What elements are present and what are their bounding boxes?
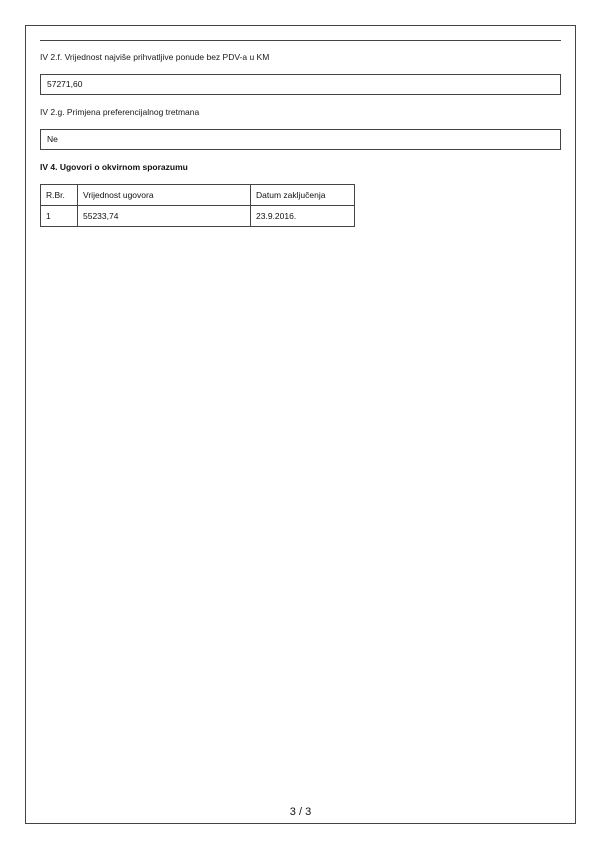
field-value-max-offer-value: 57271,60	[40, 74, 561, 95]
page-number: 3 / 3	[289, 806, 312, 818]
framework-contracts-table	[40, 184, 355, 227]
section-heading-framework-contracts: IV 4. Ugovori o okvirnom sporazumu	[40, 162, 188, 172]
column-header-contract-value: Vrijednost ugovora	[78, 185, 251, 206]
table-row	[41, 206, 355, 227]
field-label-max-offer-value: IV 2.f. Vrijednost najviše prihvatljive ponude bez PDV-a u KM	[40, 52, 270, 62]
field-value-preferential-treatment: Ne	[40, 129, 561, 150]
cell-contract-value: 55233,74	[78, 206, 251, 227]
column-header-rbr: R.Br.	[41, 185, 78, 206]
field-label-preferential-treatment: IV 2.g. Primjena preferencijalnog tretmana	[40, 107, 200, 117]
cell-rbr: 1	[41, 206, 78, 227]
table-header-row	[41, 185, 355, 206]
column-header-conclusion-date: Datum zaključenja	[251, 185, 355, 206]
cell-conclusion-date: 23.9.2016.	[251, 206, 355, 227]
top-divider	[40, 40, 561, 41]
